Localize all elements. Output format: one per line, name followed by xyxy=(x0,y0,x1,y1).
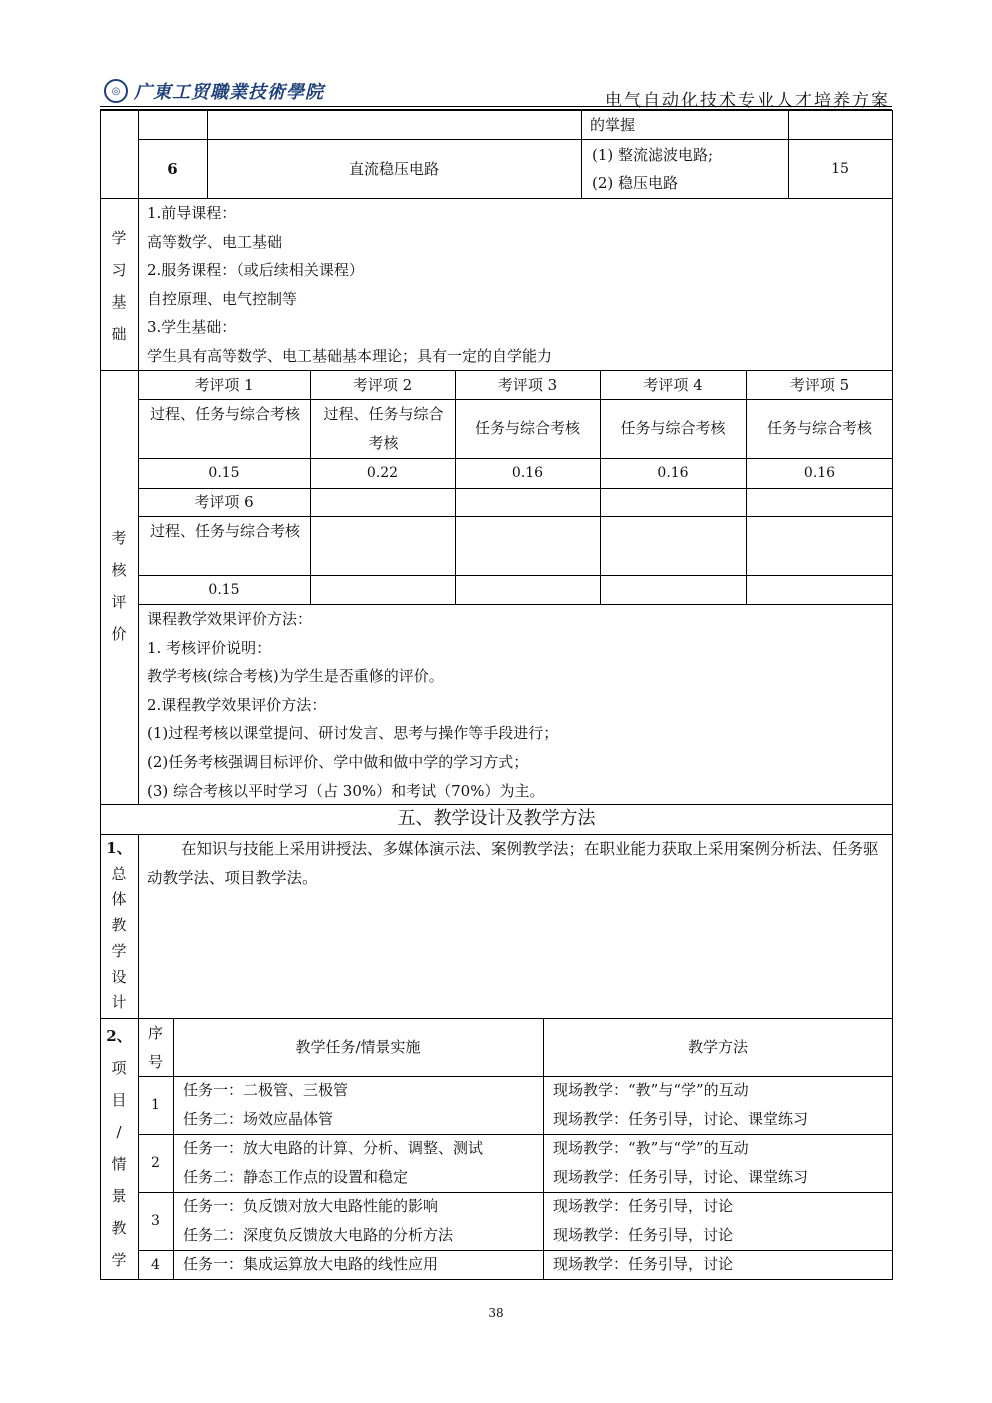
row-tasks: 任务一：集成运算放大电路的线性应用 xyxy=(183,1255,439,1273)
row-number: 4 xyxy=(151,1257,160,1273)
assessment-weight-2: 0.22 xyxy=(366,465,399,481)
module-index: 6 xyxy=(167,160,178,178)
module-content-2: (2) 稳压电路 xyxy=(592,174,679,192)
row-tasks: 任务一：放大电路的计算、分析、调整、测试 任务二：静态工作点的设置和稳定 xyxy=(183,1139,484,1186)
logo-text: 广東工贸職業技術學院 xyxy=(134,82,324,103)
assessment-weight-3: 0.16 xyxy=(511,465,544,481)
document-title: 电气自动化技术专业人才培养方案 xyxy=(605,91,890,111)
assessment-type-2: 过程、任务与综合考核 xyxy=(323,405,444,452)
study-basis-label: 学 习 基 础 xyxy=(111,229,127,343)
module-name: 直流稳压电路 xyxy=(348,160,439,178)
mastery-text: 的掌握 xyxy=(590,116,636,134)
col-seq-header: 序 号 xyxy=(147,1024,163,1071)
row-number: 3 xyxy=(151,1213,160,1229)
assessment-header-5: 考评项 5 xyxy=(789,376,850,394)
overall-design-text: 在知识与技能上采用讲授法、多媒体演示法、案例教学法；在职业能力获取上采用案例分析法、任务驱动教学法、项目教学法。 xyxy=(147,840,879,887)
divider xyxy=(138,139,893,140)
assessment-weight-4: 0.16 xyxy=(657,465,689,481)
assessment-type-1: 过程、任务与综合考核 xyxy=(149,405,300,423)
divider xyxy=(138,110,139,198)
module-content-1: (1) 整流滤波电路; xyxy=(592,146,714,164)
divider xyxy=(581,110,582,198)
study-basis-text: 1.前导课程： 高等数学、电工基础 2.服务课程：（或后续相关课程） 自控原理、电气控制等 3.学生基础： 学生具有高等数学、电工基础基本理论；具有一定的自学能力 xyxy=(147,204,553,365)
assessment-weight-5: 0.16 xyxy=(803,465,836,481)
assessment-type-6: 过程、任务与综合考核 xyxy=(149,522,300,540)
assessment-type-4: 任务与综合考核 xyxy=(620,419,726,437)
assessment-header-4: 考评项 4 xyxy=(643,376,703,394)
col-method-header: 教学方法 xyxy=(687,1038,748,1056)
college-logo xyxy=(104,76,324,106)
row-methods: 现场教学：任务引导，讨论 现场教学：任务引导，讨论 xyxy=(553,1197,734,1244)
college-seal-icon: ◎ xyxy=(104,79,128,103)
col-task-header: 教学任务/情景实施 xyxy=(295,1038,421,1056)
assessment-type-3: 任务与综合考核 xyxy=(474,419,580,437)
row-tasks: 任务一：二极管、三极管 任务二：场效应晶体管 xyxy=(183,1081,349,1128)
project-teaching-label: 2、 项 目 / 情 景 教 学 xyxy=(106,1027,132,1269)
assessment-method-text: 课程教学效果评价方法： 1. 考核评价说明： 教学考核(综合考核)为学生是否重修的评价。 2.课程教学效果评价方法： (1)过程考核以课堂提问、研讨发言、思考与操作等手段进行； (2)任务考核强调目标评价、学中做和做中学的学习方式； (3) 综合考核以平时学习（占 30%）和考试（70%）为主。 xyxy=(147,610,559,800)
assessment-weight-1: 0.15 xyxy=(208,465,240,481)
page-header xyxy=(100,72,892,111)
row-methods: 现场教学：“教”与“学”的互动 现场教学：任务引导，讨论、课堂练习 xyxy=(553,1081,809,1128)
section-title: 五、教学设计及教学方法 xyxy=(397,808,596,829)
page-number: 38 xyxy=(488,1306,504,1320)
assessment-weight-6: 0.15 xyxy=(208,582,240,598)
assessment-header-6: 考评项 6 xyxy=(194,493,254,511)
module-hours: 15 xyxy=(831,161,849,177)
divider xyxy=(100,1018,893,1019)
row-methods: 现场教学：任务引导，讨论 xyxy=(553,1255,734,1273)
assessment-header-3: 考评项 3 xyxy=(497,376,558,394)
assessment-type-5: 任务与综合考核 xyxy=(766,419,872,437)
row-number: 2 xyxy=(151,1155,160,1171)
row-tasks: 任务一：负反馈对放大电路性能的影响 任务二：深度负反馈放大电路的分析方法 xyxy=(183,1197,454,1244)
assessment-label: 考 核 评 价 xyxy=(111,529,127,643)
row-methods: 现场教学：“教”与“学”的互动 现场教学：任务引导，讨论、课堂练习 xyxy=(553,1139,809,1186)
divider xyxy=(788,110,789,198)
divider xyxy=(207,110,208,198)
overall-design-label: 1、 总 体 教 学 设 计 xyxy=(106,839,132,1012)
assessment-header-2: 考评项 2 xyxy=(352,376,413,394)
row-number: 1 xyxy=(151,1097,160,1113)
assessment-header-1: 考评项 1 xyxy=(194,376,254,394)
